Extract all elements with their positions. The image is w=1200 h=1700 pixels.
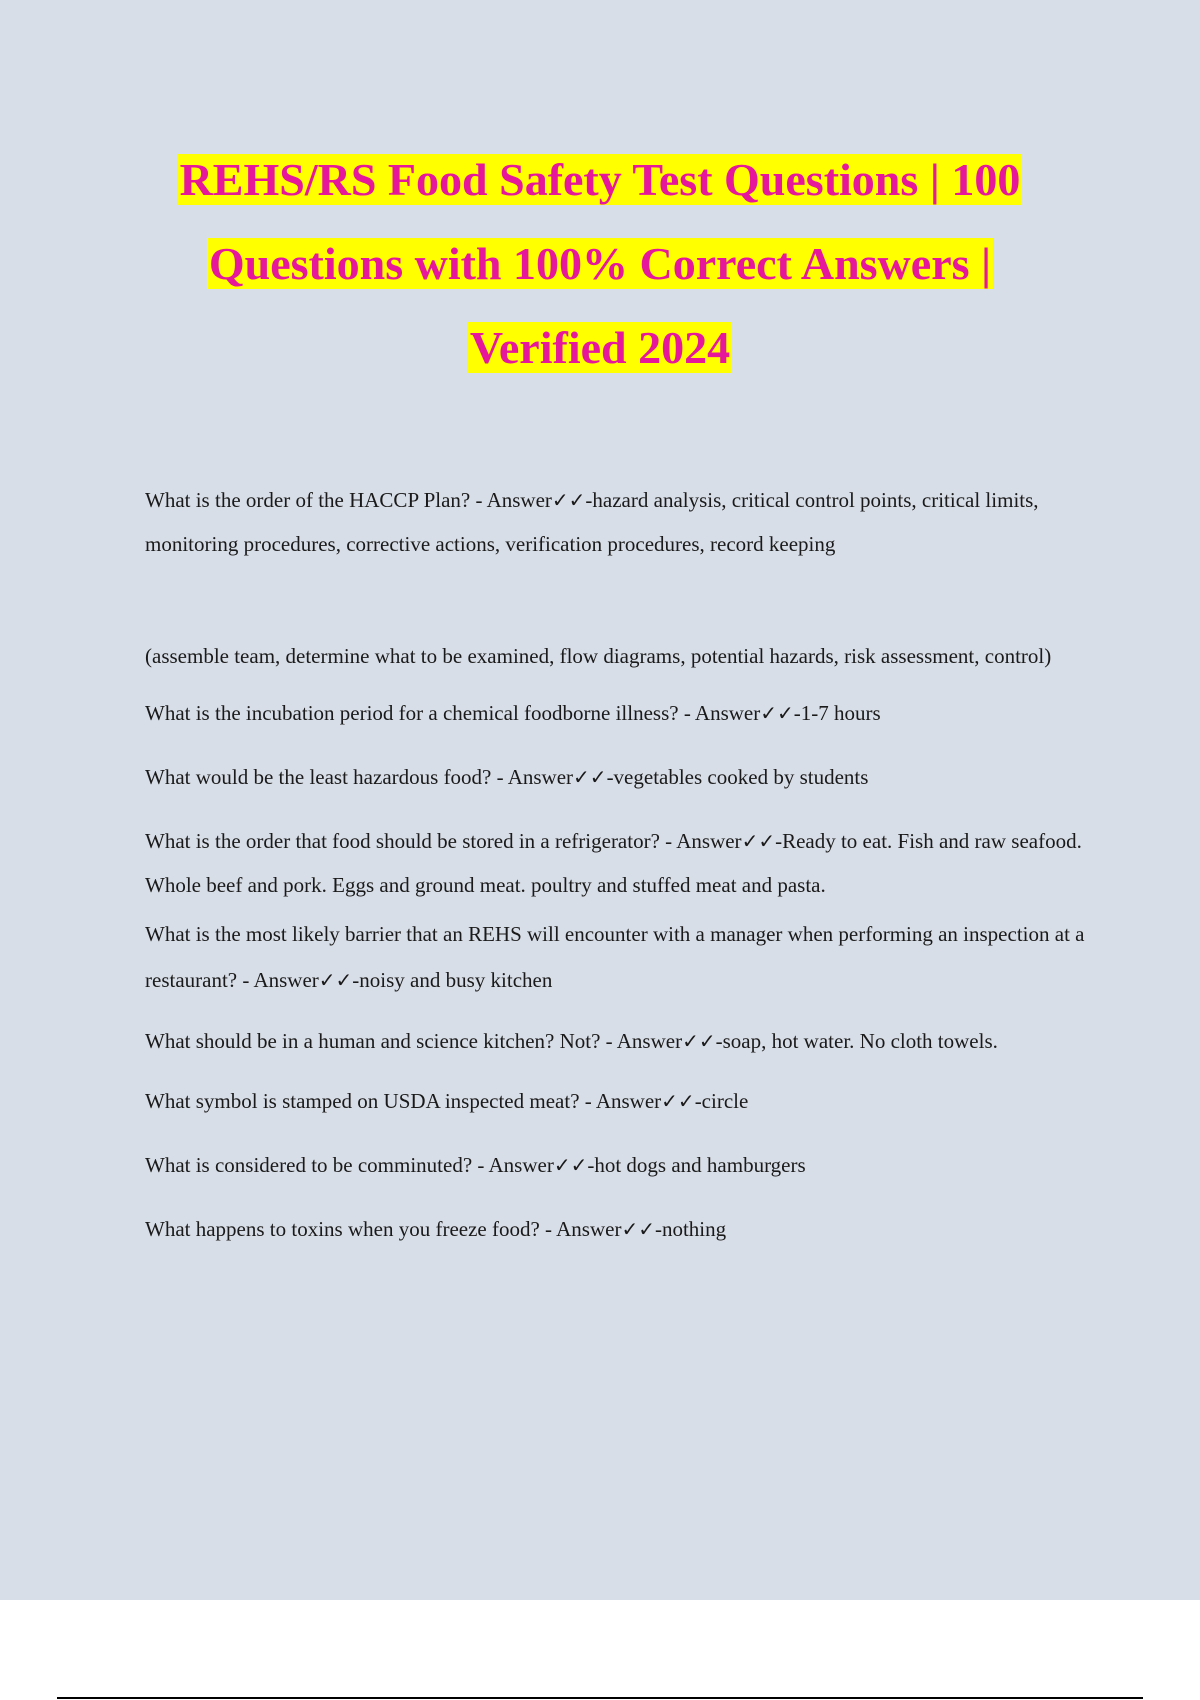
question-item <box>145 1143 1090 1187</box>
answer-text: -hot dogs and hamburgers <box>587 1153 806 1177</box>
question-text: What happens to toxins when you freeze food? - <box>145 1217 557 1241</box>
title-line-text: REHS/RS Food Safety Test Questions | 100 <box>179 154 1021 205</box>
answer-label: Answer <box>616 1029 683 1053</box>
answer-text: -vegetables cooked by students <box>606 765 869 789</box>
checkmark-icon: ✓✓ <box>741 829 776 853</box>
answer-label: Answer <box>556 1217 622 1241</box>
checkmark-icon: ✓✓ <box>551 488 586 512</box>
question-item <box>145 755 1090 799</box>
title-line <box>100 138 1100 222</box>
answer-label: Answer <box>488 1153 554 1177</box>
note-text: (assemble team, determine what to be examined, flow diagrams, potential hazards, risk assessment, control) <box>145 644 1052 668</box>
checkmark-icon: ✓✓ <box>760 701 794 725</box>
question-list <box>145 478 1090 1251</box>
question-item <box>145 819 1090 907</box>
question-text: What is the most likely barrier that an REHS will encounter with a manager when performing an inspection at a restaurant? - <box>145 922 1085 992</box>
answer-text: -noisy and busy kitchen <box>352 968 553 992</box>
question-text: What should be in a human and science kitchen? Not? - <box>145 1029 617 1053</box>
answer-text: -nothing <box>654 1217 727 1241</box>
question-item <box>145 478 1090 566</box>
question-note <box>145 636 1090 677</box>
checkmark-icon: ✓✓ <box>621 1217 655 1241</box>
answer-label: Answer <box>694 701 761 725</box>
question-text: What is the order of the HACCP Plan? - <box>145 488 487 512</box>
answer-label: Answer <box>486 488 552 512</box>
question-item <box>145 911 1090 1003</box>
document-title <box>100 138 1100 390</box>
answer-label: Answer <box>595 1089 662 1113</box>
checkmark-icon: ✓✓ <box>318 968 353 992</box>
question-text: What would be the least hazardous food? - <box>145 765 508 789</box>
title-line <box>100 222 1100 306</box>
title-line <box>100 306 1100 390</box>
answer-text: -circle <box>694 1089 749 1113</box>
answer-text: -Ready to eat. Fish and raw seafood. Whole beef and pork. Eggs and ground meat. poultry and stuffed meat and pasta. <box>145 829 1082 897</box>
question-text: What is considered to be comminuted? - <box>145 1153 489 1177</box>
question-item <box>145 1207 1090 1251</box>
question-text: What is the order that food should be stored in a refrigerator? - <box>145 829 677 853</box>
checkmark-icon: ✓✓ <box>553 1153 588 1177</box>
question-text: What symbol is stamped on USDA inspected meat? - <box>145 1089 596 1113</box>
question-item <box>145 691 1090 735</box>
title-line-text: Questions with 100% Correct Answers | <box>208 238 992 289</box>
title-line-text: Verified 2024 <box>469 322 731 373</box>
answer-text: -hazard analysis, critical control points, critical limits, monitoring procedures, corrective actions, verification procedures, record keeping <box>145 488 1039 556</box>
answer-label: Answer <box>507 765 574 789</box>
answer-label: Answer <box>676 829 742 853</box>
checkmark-icon: ✓✓ <box>661 1089 695 1113</box>
checkmark-icon: ✓✓ <box>573 765 607 789</box>
checkmark-icon: ✓✓ <box>682 1029 716 1053</box>
question-item <box>145 1019 1090 1063</box>
answer-text: -1-7 hours <box>793 701 881 725</box>
page-divider <box>57 1697 1143 1699</box>
question-text: What is the incubation period for a chemical foodborne illness? - <box>145 701 695 725</box>
answer-label: Answer <box>253 968 319 992</box>
answer-text: -soap, hot water. No cloth towels. <box>715 1029 998 1053</box>
question-item <box>145 1079 1090 1123</box>
